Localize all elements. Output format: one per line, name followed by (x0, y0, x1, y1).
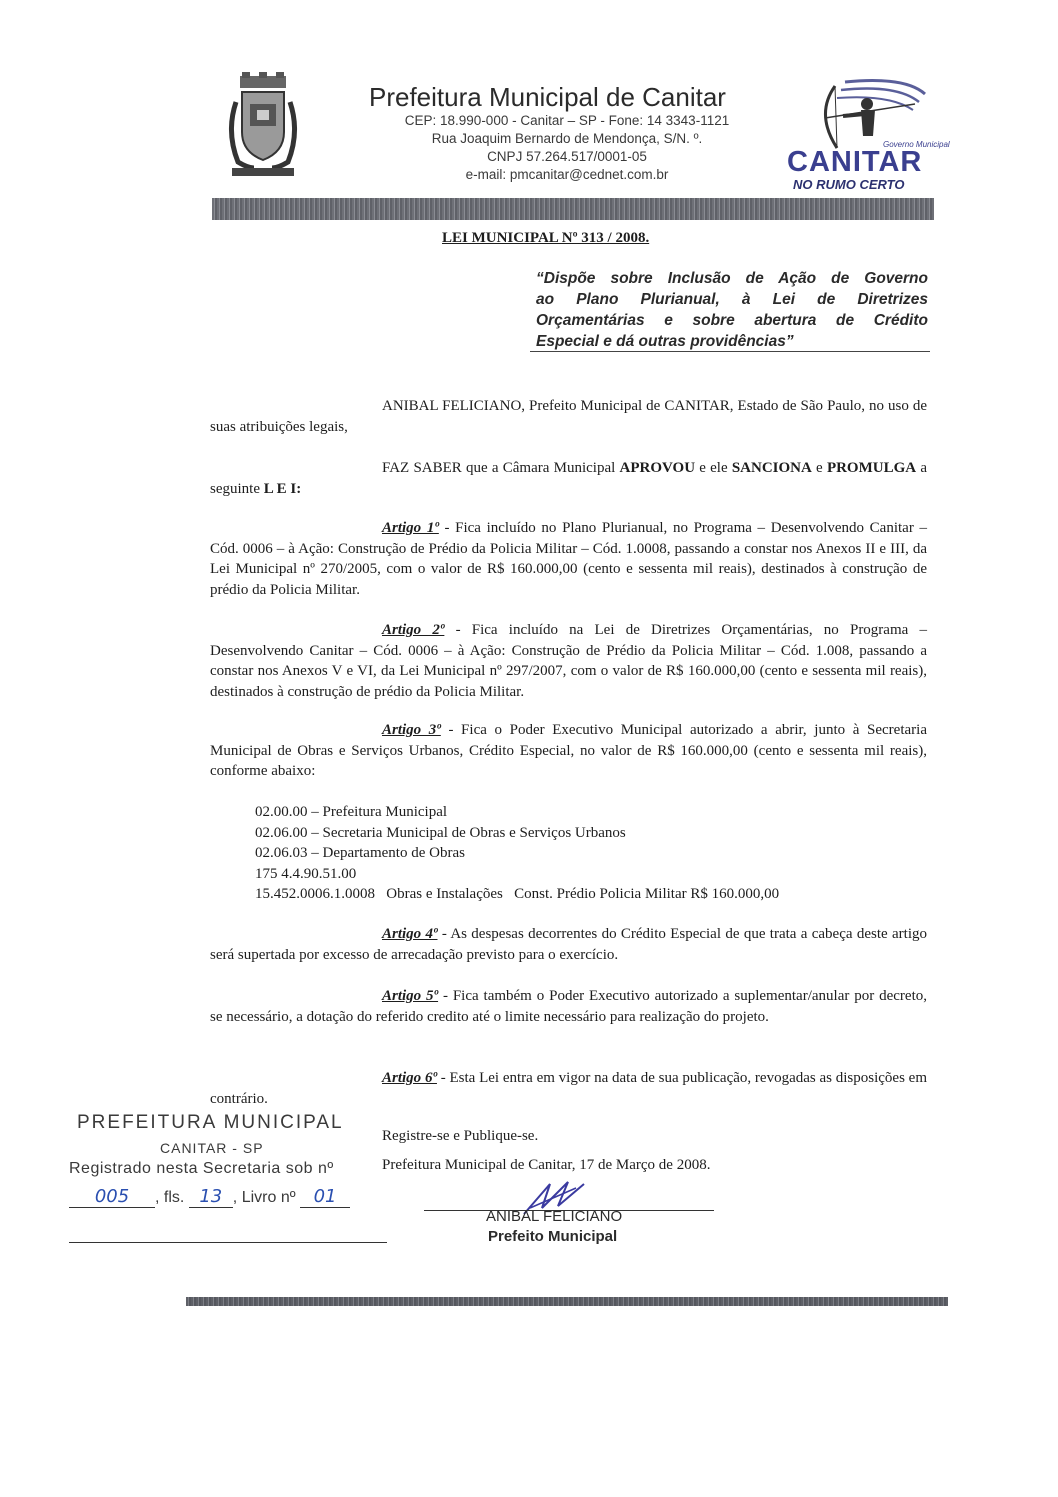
article-text: - As despesas decorrentes do Crédito Especial de que trata a cabeça deste artigo será supertada por excesso de arrecadação previsto para o exercício. (210, 926, 927, 963)
registry-number: 005 (69, 1186, 155, 1208)
enactment-paragraph (210, 458, 927, 499)
article-5 (210, 986, 927, 1027)
budget-line: 02.06.03 – Departamento de Obras (255, 845, 465, 861)
logo-slogan: NO RUMO CERTO (793, 177, 905, 192)
address-line: CEP: 18.990-000 - Canitar – SP - Fone: 14 3343-1121 (404, 113, 730, 128)
footer-divider-band (186, 1297, 948, 1306)
stamp-registration-label: Registrado nesta Secretaria sob nº (69, 1160, 334, 1177)
article-2 (210, 620, 927, 702)
livro-label: , Livro nº (232, 1189, 296, 1206)
article-label: Artigo 3º (382, 722, 441, 738)
budget-line: 175 4.4.90.51.00 (255, 865, 357, 882)
stamp-title: PREFEITURA MUNICIPAL (77, 1112, 344, 1133)
enactment-text: e (811, 460, 827, 476)
stamp-blank-line (69, 1242, 387, 1243)
article-text: - Esta Lei entra em vigor na data de sua publicação, revogadas as disposições em contrário. (210, 1070, 927, 1107)
article-label: Artigo 1º (382, 520, 439, 536)
article-label: Artigo 2º (382, 622, 445, 638)
stamp-registration-details (69, 1186, 350, 1208)
law-title: LEI MUNICIPAL Nº 313 / 2008. (442, 230, 650, 246)
cnpj-line: CNPJ 57.264.517/0001-05 (487, 149, 647, 164)
preamble-paragraph (210, 396, 927, 437)
preamble-text: ANIBAL FELICIANO, Prefeito Municipal de CANITAR, Estado de São Paulo, no uso de suas atribuições legais, (210, 398, 927, 435)
article-text: - Fica o Poder Executivo Municipal autorizado a abrir, junto à Secretaria Municipal de Obras e Serviços Urbanos, Crédito Especial, no valor de R$ 160.000,00 (cento e sessenta mil reais), conforme abaixo: (210, 722, 927, 779)
article-text: - Fica incluído na Lei de Diretrizes Orçamentárias, no Programa – Desenvolvendo Canitar – Cód. 0006 – à Ação: Construção de Prédio da Policia Militar – Cód. 1.008, passando a constar nos Anexos V e VI, da Lei Municipal nº 297/2007, com o valor de R$ 160.000,00 (cento e sessenta mil reais), destinados à construção de prédio da Policia Militar. (210, 622, 927, 700)
logo-name: CANITAR (787, 146, 923, 178)
enactment-approved: APROVOU (619, 460, 696, 476)
summary-line: ao Plano Plurianual, à Lei de Diretrizes (536, 291, 928, 308)
enactment-promulgates: PROMULGA (826, 460, 917, 476)
stamp-city: CANITAR - SP (160, 1140, 264, 1156)
article-text: - Fica também o Poder Executivo autorizado a suplementar/anular por decreto, se necessário, a dotação do referido credito até o limite necessário para realização do projeto. (210, 988, 927, 1025)
date-line: Prefeitura Municipal de Canitar, 17 de Março de 2008. (382, 1157, 711, 1173)
municipality-name: Prefeitura Municipal de Canitar (369, 82, 726, 112)
summary-line: Especial e dá outras providências” (536, 333, 794, 350)
article-text: - Fica incluído no Plano Plurianual, no Programa – Desenvolvendo Canitar – Cód. 0006 – à Ação: Construção de Prédio da Policia Militar – Cód. 1.0008, passando a constar nos Anexos II e III, da Lei Municipal nº 270/2005, com o valor de R$ 160.000,00 (cento e sessenta mil reais), destinados à construção de prédio da Policia Militar. (210, 520, 927, 598)
law-summary (536, 268, 928, 352)
article-label: Artigo 6º (382, 1070, 437, 1086)
budget-allocation-list (255, 802, 779, 905)
enactment-lei: L E I: (263, 480, 302, 497)
summary-line: Orçamentárias e sobre abertura de Crédito (536, 312, 928, 329)
register-publish-line: Registre-se e Publique-se. (382, 1128, 539, 1144)
address-line: Rua Joaquim Bernardo de Mendonça, S/N. º. (431, 131, 703, 146)
budget-line: 15.452.0006.1.0008 Obras e Instalações Const. Prédio Policia Militar R$ 160.000,00 (255, 886, 780, 902)
article-4 (210, 924, 927, 965)
summary-line: “Dispõe sobre Inclusão de Ação de Governo (536, 270, 928, 287)
fls-label: , fls. (155, 1189, 185, 1206)
email-line: e-mail: pmcanitar@cednet.com.br (465, 167, 669, 182)
fls-value: 13 (189, 1186, 233, 1208)
summary-underline (530, 351, 930, 352)
article-1 (210, 518, 927, 600)
coat-of-arms-icon (222, 72, 304, 180)
enactment-sanctions: SANCIONA (731, 460, 812, 476)
article-6 (210, 1068, 927, 1109)
article-label: Artigo 5º (382, 988, 439, 1004)
header-divider-band (212, 198, 934, 220)
logo-small-text: Governo Municipal (883, 140, 950, 149)
enactment-text: a seguinte (210, 460, 927, 497)
article-3 (210, 720, 927, 782)
government-logo (785, 74, 950, 194)
signer-role: Prefeito Municipal (488, 1228, 618, 1245)
enactment-text: e ele (695, 460, 732, 476)
enactment-text: FAZ SABER que a Câmara Municipal (382, 460, 620, 476)
signer-name: ANIBAL FELICIANO (486, 1208, 623, 1225)
budget-line: 02.00.00 – Prefeitura Municipal (255, 804, 448, 820)
article-label: Artigo 4º (382, 926, 438, 942)
budget-line: 02.06.00 – Secretaria Municipal de Obras e Serviços Urbanos (255, 824, 626, 841)
livro-value: 01 (300, 1186, 350, 1208)
